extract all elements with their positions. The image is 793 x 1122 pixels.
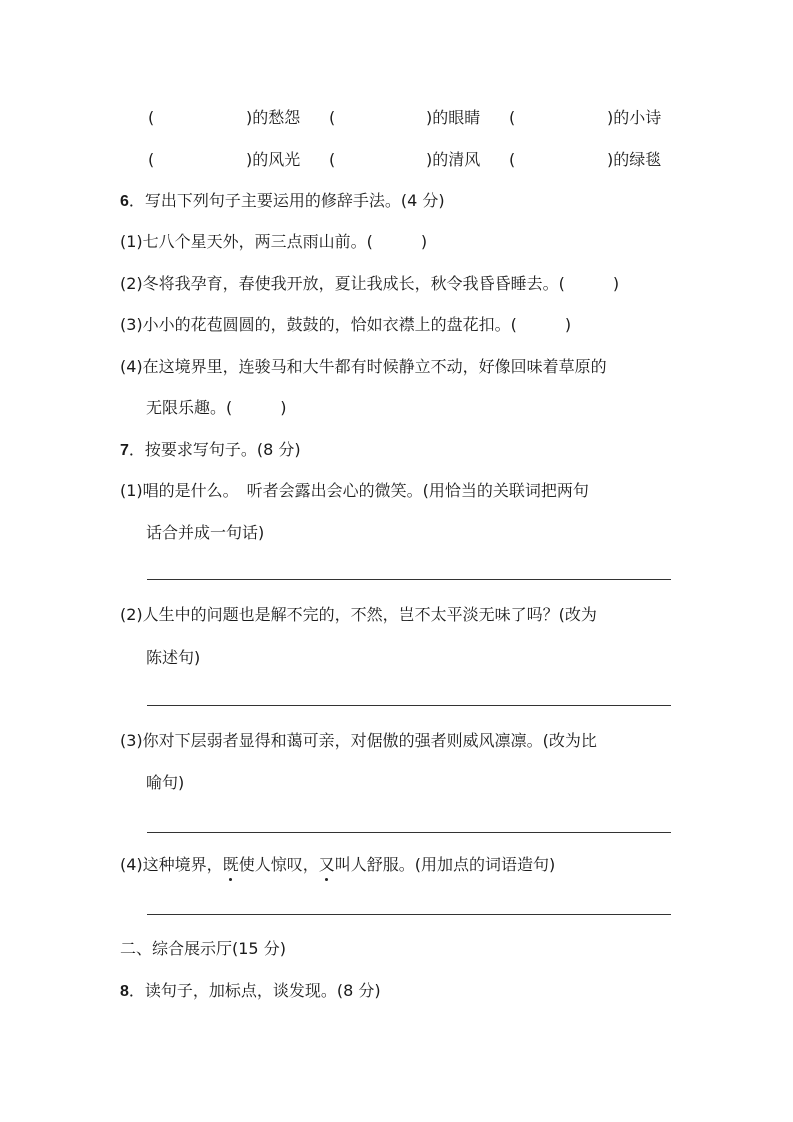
question-7-heading [120, 440, 301, 461]
blank-open-paren: ( [148, 150, 155, 169]
question-8-heading [120, 981, 381, 1002]
q7-item-4 [120, 855, 555, 875]
blank-open-paren: ( [329, 108, 336, 127]
q7-item-2-continued: 陈述句) [146, 648, 201, 667]
q7-item-1-continued: 话合并成一句话) [146, 523, 265, 542]
emphasis-dotted-word: 又 [318, 855, 335, 874]
emphasis-dotted-word: 既 [222, 855, 239, 874]
q7-item-2: (2)人生中的问题也是解不完的，不然，岂不太平淡无味了吗？(改为 [120, 605, 597, 624]
blank-open-paren: ( [148, 108, 155, 127]
section-2-heading: 二、综合展示厅(15 分) [120, 939, 286, 958]
blank-suffix: )的绿毯 [607, 150, 662, 169]
answer-line[interactable] [147, 705, 671, 706]
blank-open-paren: ( [509, 150, 516, 169]
q6-item-3: (3)小小的花苞圆圆的，鼓鼓的，恰如衣襟上的盘花扣。( ) [120, 315, 572, 334]
question-6-heading [120, 191, 445, 212]
q6-item-4-continued: 无限乐趣。( ) [146, 398, 287, 417]
question-number: 7 [120, 442, 129, 459]
blank-open-paren: ( [509, 108, 516, 127]
question-title: ．读句子，加标点，谈发现。(8 分) [128, 981, 381, 1000]
answer-line[interactable] [147, 832, 671, 833]
question-number: 6 [120, 193, 129, 210]
question-title: ．写出下列句子主要运用的修辞手法。(4 分) [128, 191, 445, 210]
q7-item-3-continued: 喻句) [146, 773, 185, 792]
blank-suffix: )的愁怨 [246, 108, 301, 127]
blank-open-paren: ( [329, 150, 336, 169]
q7-item-1: (1)唱的是什么。 听者会露出会心的微笑。(用恰当的关联词把两句 [120, 481, 589, 500]
question-number: 8 [120, 983, 129, 1000]
blank-suffix: )的眼睛 [426, 108, 481, 127]
answer-line[interactable] [147, 579, 671, 580]
blank-suffix: )的小诗 [607, 108, 662, 127]
answer-line[interactable] [147, 914, 671, 915]
blank-suffix: )的风光 [246, 150, 301, 169]
item-text: (4)这种境界， [120, 855, 223, 874]
question-title: ．按要求写句子。(8 分) [128, 440, 301, 459]
q7-item-3: (3)你对下层弱者显得和蔼可亲，对倨傲的强者则威风凛凛。(改为比 [120, 731, 597, 750]
q6-item-1: (1)七八个星天外，两三点雨山前。( ) [120, 232, 428, 251]
item-text: 叫人舒服。(用加点的词语造句) [334, 855, 556, 874]
q6-item-2: (2)冬将我孕育，春使我开放，夏让我成长，秋令我昏昏睡去。( ) [120, 274, 620, 293]
blank-suffix: )的清风 [426, 150, 481, 169]
q6-item-4: (4)在这境界里，连骏马和大牛都有时候静立不动，好像回味着草原的 [120, 357, 607, 376]
item-text: 使人惊叹， [238, 855, 319, 874]
